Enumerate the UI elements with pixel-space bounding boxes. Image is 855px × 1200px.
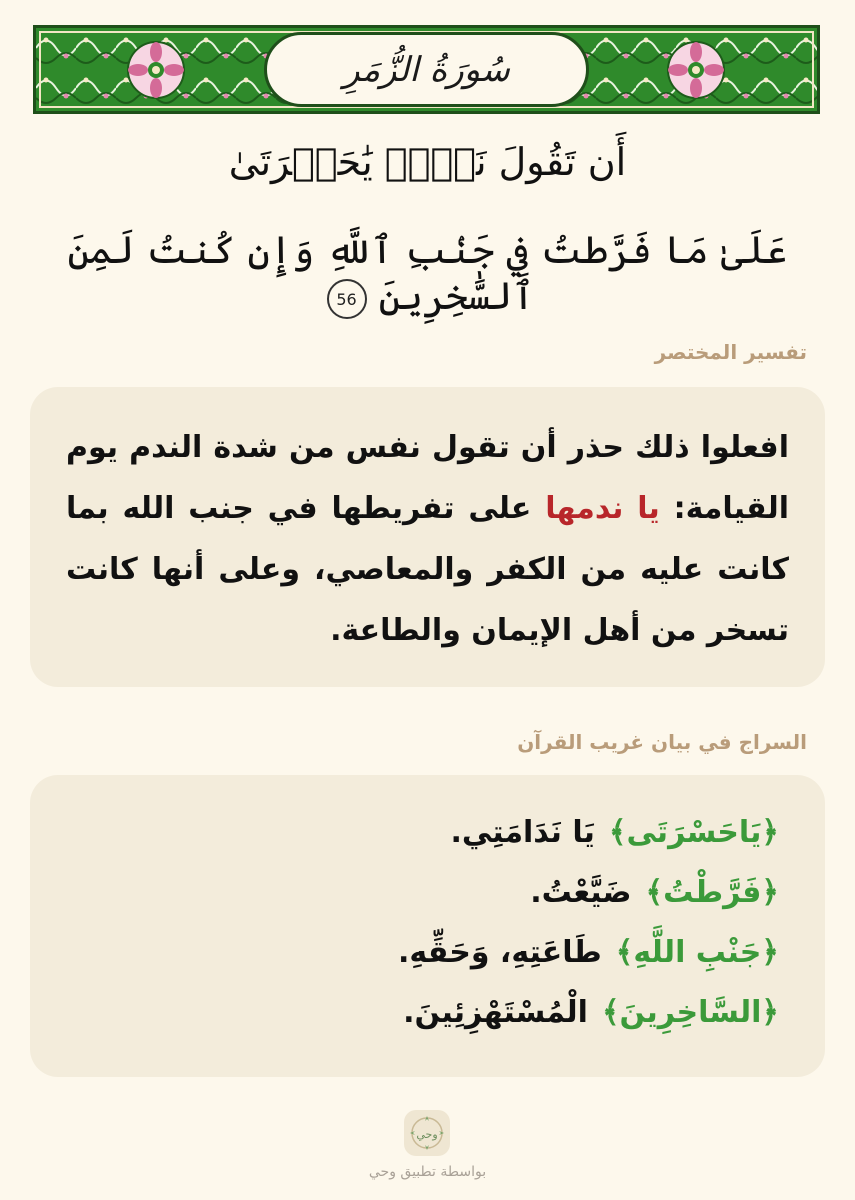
siraj-entry xyxy=(66,983,779,1043)
siraj-term: ﴿فَرَّطْتُ﴾ xyxy=(645,875,779,910)
logo-text: وحي xyxy=(416,1128,438,1141)
siraj-entry xyxy=(66,803,779,863)
surah-name-cartouche xyxy=(264,32,589,107)
siraj-section-title: السراج في بيان غريب القرآن xyxy=(517,730,807,754)
verse-line-2 xyxy=(40,228,815,319)
siraj-entry xyxy=(66,863,779,923)
siraj-entry xyxy=(66,923,779,983)
siraj-term: ﴿السَّاخِرِينَ﴾ xyxy=(601,995,779,1030)
siraj-term: ﴿جَنْبِ اللَّهِ﴾ xyxy=(615,935,779,970)
verse-line-2-text: عَلَىٰ مَا فَرَّطتُ فِي جَنۢبِ ٱللَّهِ وَإِن كُنتُ لَمِنَ ٱلسَّٰخِرِينَ xyxy=(67,228,788,318)
wahy-app-logo-icon xyxy=(404,1110,450,1156)
siraj-meaning: طَاعَتِهِ، وَحَقِّهِ. xyxy=(398,935,602,970)
surah-name: سُورَةُ الزُّمَرِ xyxy=(343,49,510,90)
siraj-meaning: الْمُسْتَهْزِئِينَ. xyxy=(403,995,588,1030)
surah-header-banner xyxy=(33,25,820,114)
footer-caption: بواسطة تطبيق وحي xyxy=(368,1164,487,1180)
tafsir-text-part-2: على تفريطها في جنب الله بما كانت عليه من الكفر والمعاصي، وعلى أنها كانت تسخر من أهل الإيمان والطاعة. xyxy=(66,491,789,648)
siraj-meaning: يَا نَدَامَتِي. xyxy=(450,815,595,850)
ayah-number-badge: 56 xyxy=(327,279,367,319)
rosette-ornament-right xyxy=(666,40,726,100)
siraj-meaning: ضَيَّعْتُ. xyxy=(530,875,632,910)
tafsir-text-part-1: افعلوا ذلك حذر أن تقول نفس من شدة الندم يوم القيامة: xyxy=(66,430,789,526)
tafsir-section-title: تفسير المختصر xyxy=(654,340,807,364)
siraj-term: ﴿يَاحَسْرَتَى﴾ xyxy=(608,815,779,850)
siraj-card xyxy=(30,775,825,1077)
logo-emblem-icon xyxy=(407,1113,447,1153)
tafsir-card xyxy=(30,387,825,687)
tafsir-text xyxy=(66,417,789,661)
tafsir-highlight: يا ندمها xyxy=(545,491,660,526)
rosette-ornament-left xyxy=(126,40,186,100)
verse-line-1: أَن تَقُولَ نَفۡسٞ يَٰحَسۡرَتَىٰ xyxy=(228,140,627,184)
